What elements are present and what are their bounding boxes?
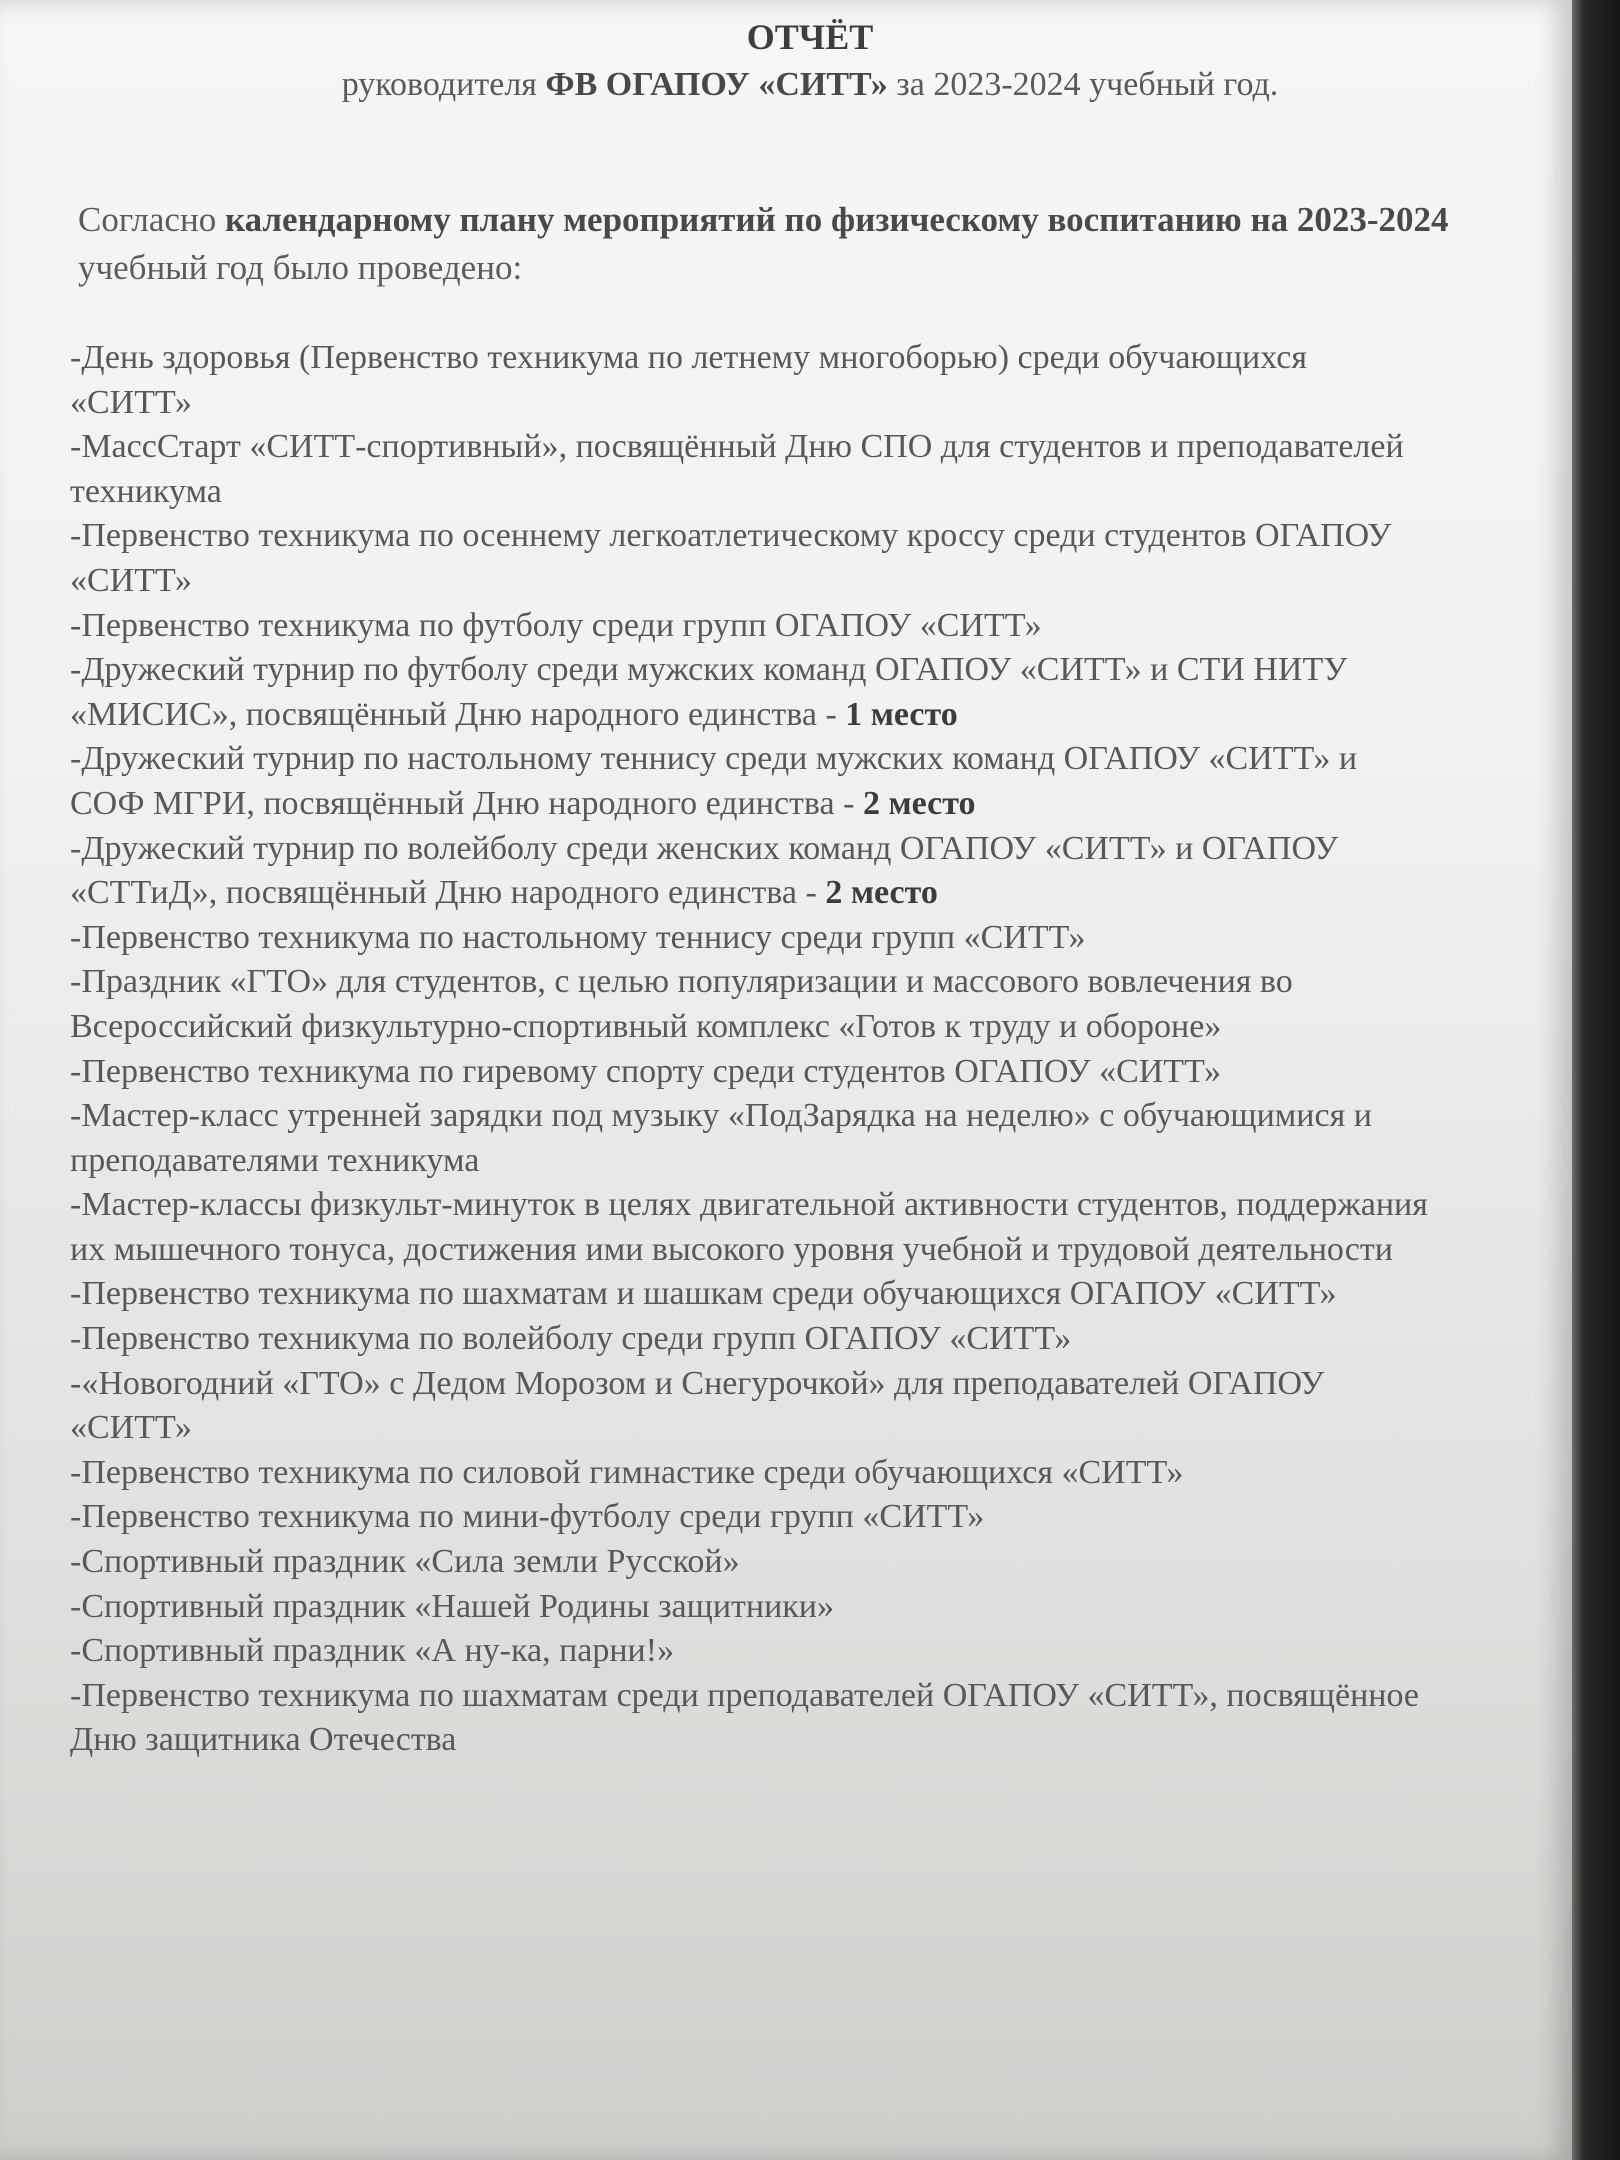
event-text: -Спортивный праздник «Нашей Родины защитники» <box>70 1587 834 1625</box>
list-item <box>70 425 1430 514</box>
event-text: -Праздник «ГТО» для студентов, с целью популяризации и массового вовлечения во Всероссийский физкультурно-спортивный комплекс «Готов к труду и обороне» <box>70 963 1293 1045</box>
events-list <box>70 336 1430 1763</box>
event-text: -День здоровья (Первенство техникума по летнему многоборью) среди обучающихся «СИТТ» <box>70 339 1307 421</box>
subtitle-prefix: руководителя <box>341 66 537 103</box>
list-item <box>70 1050 1430 1095</box>
list-item <box>70 1272 1430 1317</box>
event-text: -Мастер-класс утренней зарядки под музыку «ПодЗарядка на неделю» с обучающимися и преподавателями техникума <box>70 1097 1372 1179</box>
event-text: -Первенство техникума по шахматам и шашкам среди обучающихся ОГАПОУ «СИТТ» <box>70 1275 1337 1313</box>
document-subtitle <box>0 66 1620 104</box>
event-text: -«Новогодний «ГТО» с Дедом Морозом и Снегурочкой» для преподавателей ОГАПОУ «СИТТ» <box>70 1364 1325 1447</box>
subtitle-suffix: за 2023-2024 учебный год. <box>896 66 1279 103</box>
list-item <box>70 1540 1430 1585</box>
event-text: -Спортивный праздник «А ну-ка, парни!» <box>70 1632 675 1670</box>
list-item <box>70 1183 1430 1272</box>
intro-text-1: Согласно <box>78 200 217 239</box>
list-item <box>70 604 1430 649</box>
event-text: -Первенство техникума по футболу среди групп ОГАПОУ «СИТТ» <box>70 606 1042 644</box>
list-item <box>70 336 1430 425</box>
event-text: -Первенство техникума по мини-футболу среди групп «СИТТ» <box>70 1498 985 1536</box>
list-item <box>70 960 1430 1049</box>
event-place: 1 место <box>845 695 958 733</box>
background-edge <box>1572 0 1620 2160</box>
list-item <box>70 1094 1430 1183</box>
intro-bold-2: на 2023-2024 <box>1250 200 1449 239</box>
list-item <box>70 1629 1430 1674</box>
event-text: -Спортивный праздник «Сила земли Русской» <box>70 1543 740 1581</box>
intro-text-2: учебный год было проведено: <box>78 248 523 287</box>
subtitle-organization: ФВ ОГАПОУ «СИТТ» <box>545 66 888 103</box>
list-item <box>70 1585 1430 1630</box>
list-item <box>70 1495 1430 1540</box>
event-text: -Мастер-классы физкульт-минуток в целях двигательной активности студентов, поддержания их мышечного тонуса, достижения ими высокого уровня учебной и трудовой деятельности <box>70 1186 1428 1268</box>
intro-bold-1: календарному плану мероприятий по физическому воспитанию <box>224 200 1242 239</box>
document-title: ОТЧЁТ <box>746 17 874 57</box>
event-text: -Дружеский турнир по настольному теннису среди мужских команд ОГАПОУ «СИТТ» и СОФ МГРИ, посвящённый Дню народного единства - <box>70 740 1358 822</box>
event-text: -Первенство техникума по шахматам среди преподавателей ОГАПОУ «СИТТ», посвящённое Дню защитника Отечества <box>70 1676 1419 1759</box>
list-item <box>70 1674 1430 1763</box>
event-text: -Первенство техникума по осеннему легкоатлетическому кроссу среди студентов ОГАПОУ «СИТТ» <box>70 517 1392 599</box>
event-text: -МассСтарт «СИТТ-спортивный», посвящённый Дню СПО для студентов и преподавателей техникума <box>70 428 1404 510</box>
list-item <box>70 1451 1430 1496</box>
list-item <box>70 827 1430 916</box>
intro-paragraph <box>78 196 1458 292</box>
event-text: -Дружеский турнир по волейболу среди женских команд ОГАПОУ «СИТТ» и ОГАПОУ «СТТиД», посвящённый Дню народного единства - <box>70 829 1339 912</box>
list-item <box>70 737 1430 826</box>
event-text: -Первенство техникума по настольному теннису среди групп «СИТТ» <box>70 918 1086 956</box>
list-item <box>70 648 1430 737</box>
list-item <box>70 1317 1430 1362</box>
event-text: -Первенство техникума по волейболу среди групп ОГАПОУ «СИТТ» <box>70 1320 1072 1358</box>
list-item <box>70 514 1430 603</box>
event-place: 2 место <box>825 874 938 912</box>
list-item <box>70 916 1430 961</box>
event-text: -Первенство техникума по силовой гимнастике среди обучающихся «СИТТ» <box>70 1453 1184 1491</box>
event-place: 2 место <box>862 784 976 822</box>
event-text: -Дружеский турнир по футболу среди мужских команд ОГАПОУ «СИТТ» и СТИ НИТУ «МИСИС», посвящённый Дню народного единства - <box>70 651 1348 733</box>
list-item <box>70 1362 1430 1451</box>
event-text: -Первенство техникума по гиревому спорту среди студентов ОГАПОУ «СИТТ» <box>70 1052 1221 1090</box>
